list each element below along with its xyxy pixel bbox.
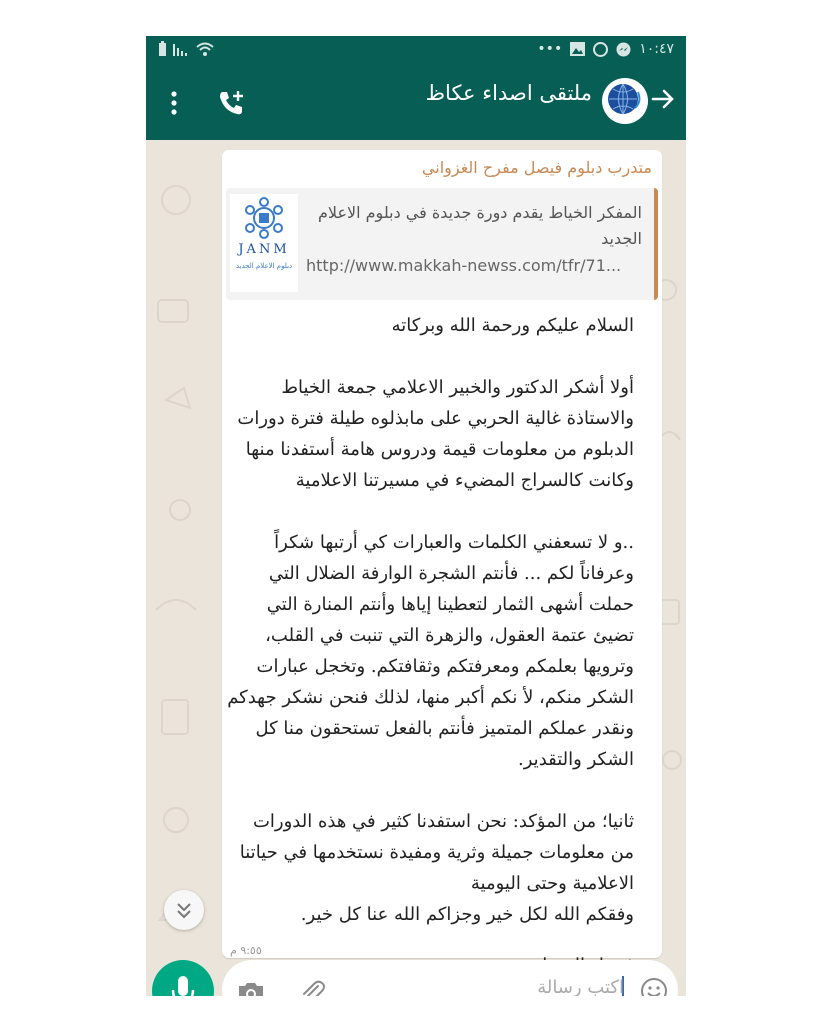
- whatsapp-icon: [593, 42, 608, 57]
- message-text: [226, 310, 634, 981]
- status-right: [537, 41, 674, 57]
- link-url[interactable]: http://www.makkah-newss.com/tfr/71...: [306, 256, 622, 275]
- chat-area[interactable]: [146, 140, 686, 996]
- more-options-icon[interactable]: [166, 89, 182, 117]
- message-composer[interactable]: [222, 960, 678, 996]
- clock: ١٠:٤٧: [639, 41, 674, 57]
- back-arrow-icon[interactable]: [650, 86, 676, 112]
- message-paragraph: السلام عليكم ورحمة الله وبركاته: [391, 315, 634, 336]
- attach-icon[interactable]: [298, 978, 326, 996]
- messenger-icon: [616, 42, 631, 57]
- status-left: [158, 41, 215, 57]
- link-title[interactable]: المفكر الخياط يقدم دورة جديدة في دبلوم الاعلام الجديد: [317, 203, 642, 248]
- message-paragraph: وفقكم الله لكل خير وجزاكم الله عنا كل خير.: [300, 904, 634, 925]
- message-input[interactable]: اكتب رسالة: [537, 977, 624, 996]
- message-paragraph: أولا أشكر الدكتور والخبير الاعلامي جمعة الخياط والاستاذة غالية الحربي على مابذلوه طيلة فترة دورات الدبلوم من معلومات قيمة ودروس هامة أستفدنا منها وكانت كالسراج المضيء في مسيرتنا الاعلامية: [237, 377, 634, 491]
- message-paragraph: ثانيا؛ من المؤكد: نحن استفدنا كثير في هذه الدورات من معلومات جميلة وثرية ومفيدة نستخدمها في حياتنا الاعلامية وحتى اليومية: [239, 811, 634, 894]
- link-thumbnail: [230, 194, 298, 292]
- microphone-icon: [152, 960, 214, 996]
- logo-wordmark: JANM: [238, 242, 290, 257]
- janm-logo-icon: [230, 194, 298, 242]
- link-preview[interactable]: [226, 188, 658, 300]
- camera-icon[interactable]: [236, 978, 266, 996]
- voice-message-button[interactable]: [152, 960, 214, 996]
- message-bubble[interactable]: [222, 150, 662, 958]
- message-paragraph: ..و لا تسعفني الكلمات والعبارات كي أرتبها شكراً وعرفاناً لكم ... فأنتم الشجرة الوارفة الضلال التي حملت أشهى الثمار لتعطينا إياها وأنتم المنارة التي تضيئ عتمة العقول، والزهرة التي تنبت في القلب، وترويها بعلمكم ومعرفتكم وثقافتكم. وتخجل عبارات الشكر منكم، لأ نكم أكبر منها، لذلك فنحن نشكر جهدكم ونقدر عملكم المتميز فأنتم بالفعل تستحقون منا كل الشكر والتقدير.: [227, 532, 634, 770]
- battery-icon: [158, 41, 167, 57]
- emoji-icon[interactable]: [640, 977, 668, 996]
- overflow-dots: •••: [537, 41, 563, 57]
- chat-header[interactable]: [146, 64, 686, 140]
- status-bar: [146, 36, 686, 64]
- group-avatar[interactable]: [602, 78, 648, 124]
- message-time: ٩:٥٥ م: [230, 944, 262, 957]
- scroll-to-bottom-button[interactable]: [164, 890, 204, 930]
- link-preview-bar: [654, 188, 658, 300]
- double-chevron-down-icon: [164, 890, 204, 930]
- chat-title[interactable]: ملتقى اصداء عكاظ: [425, 81, 592, 105]
- wifi-icon: [195, 41, 215, 57]
- globe-logo-icon: [602, 78, 648, 124]
- sender-name[interactable]: متدرب دبلوم فيصل مفرح الغزواني: [421, 158, 652, 177]
- add-call-icon[interactable]: [216, 88, 246, 118]
- logo-caption: دبلوم الاعلام الجديد: [235, 262, 293, 270]
- gallery-icon: [570, 42, 585, 56]
- phone-screen: [146, 36, 686, 996]
- signal-icon: [173, 42, 189, 56]
